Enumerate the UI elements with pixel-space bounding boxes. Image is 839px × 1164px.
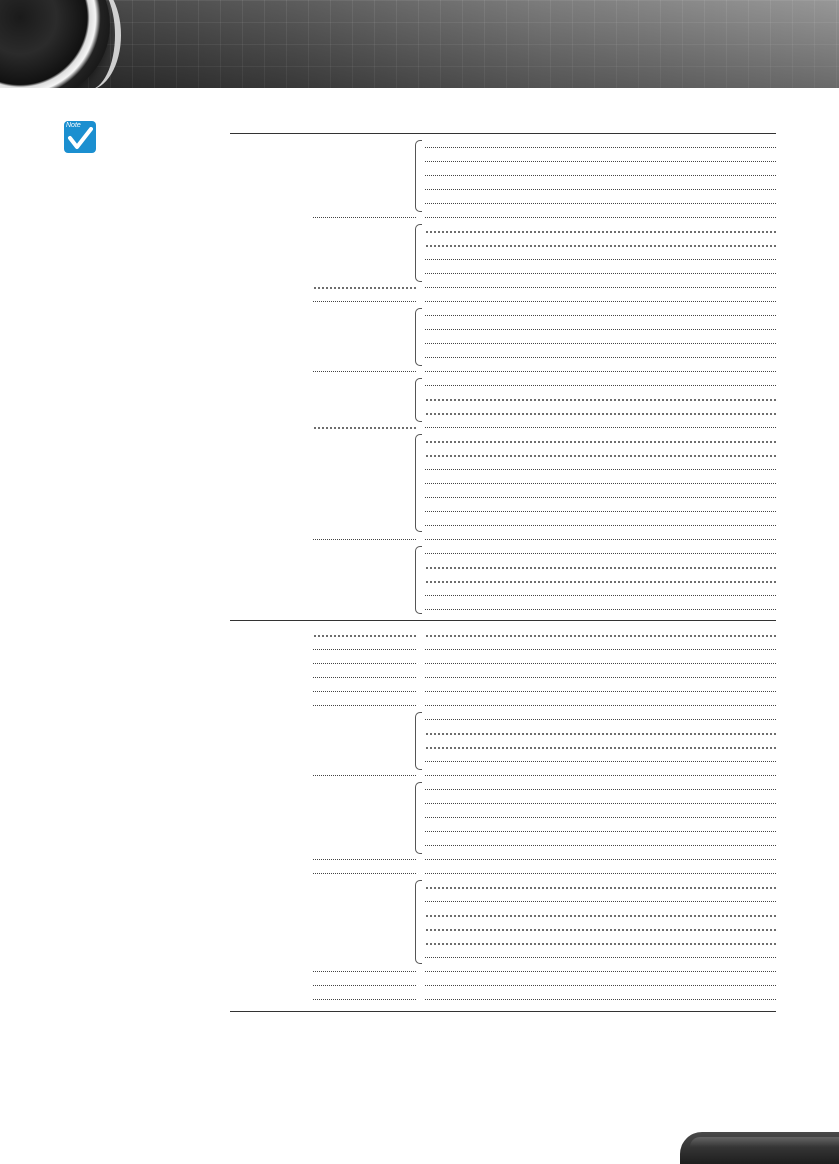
menu-row-line	[425, 427, 776, 428]
menu-row-line	[425, 887, 776, 890]
group-brace	[415, 434, 422, 532]
submenu-row-line	[313, 663, 416, 664]
menu-row-line	[425, 595, 776, 596]
submenu-row-line	[313, 301, 416, 302]
menu-row-line	[425, 901, 776, 902]
menu-row-line	[425, 301, 776, 302]
menu-row-line	[425, 915, 776, 918]
menu-row-line	[425, 497, 776, 498]
menu-row-line	[425, 357, 776, 358]
submenu-row-line	[313, 539, 416, 540]
submenu-row-line	[313, 677, 416, 678]
menu-row-line	[425, 719, 776, 720]
menu-row-line	[425, 649, 776, 650]
menu-row-line	[425, 553, 776, 554]
menu-row-line	[425, 441, 776, 444]
submenu-row-line	[313, 649, 416, 650]
menu-row-line	[425, 705, 776, 706]
menu-row-line	[425, 525, 776, 526]
menu-row-line	[425, 677, 776, 678]
menu-row-line	[425, 245, 776, 248]
submenu-row-line	[313, 971, 416, 972]
menu-row-line	[425, 371, 776, 372]
menu-row-line	[425, 455, 776, 458]
menu-row-line	[425, 789, 776, 790]
menu-row-line	[425, 399, 776, 402]
menu-row-line	[425, 831, 776, 832]
menu-row-line	[425, 413, 776, 416]
menu-row-line	[425, 957, 776, 958]
menu-row-line	[425, 273, 776, 274]
menu-row-line	[425, 343, 776, 344]
group-brace	[415, 140, 422, 212]
menu-row-line	[425, 943, 776, 946]
header-shading	[0, 0, 839, 90]
page-number-tab	[680, 1132, 839, 1164]
menu-row-line	[425, 635, 776, 638]
menu-row-line	[425, 231, 776, 234]
submenu-row-line	[313, 985, 416, 986]
menu-row-line	[425, 929, 776, 932]
note-icon-label: Note	[66, 122, 81, 129]
menu-row-line	[425, 733, 776, 736]
group-brace	[415, 546, 422, 614]
menu-row-line	[425, 567, 776, 570]
submenu-row-line	[313, 691, 416, 692]
submenu-row-line	[313, 287, 416, 290]
submenu-row-line	[313, 217, 416, 218]
menu-row-line	[425, 287, 776, 288]
menu-row-line	[425, 985, 776, 986]
menu-row-line	[425, 971, 776, 972]
group-brace	[415, 880, 422, 964]
menu-row-line	[425, 483, 776, 484]
group-brace	[415, 224, 422, 282]
submenu-row-line	[313, 999, 416, 1000]
menu-row-line	[425, 817, 776, 818]
menu-row-line	[425, 539, 776, 540]
table-top-rule	[230, 133, 776, 134]
menu-row-line	[425, 999, 776, 1000]
menu-row-line	[425, 747, 776, 750]
menu-row-line	[425, 581, 776, 584]
table-bottom-rule	[230, 1011, 776, 1012]
submenu-row-line	[313, 427, 416, 430]
menu-row-line	[425, 761, 776, 762]
note-icon	[64, 121, 96, 153]
menu-row-line	[425, 609, 776, 610]
menu-row-line	[425, 511, 776, 512]
menu-row-line	[425, 175, 776, 176]
menu-row-line	[425, 217, 776, 218]
menu-row-line	[425, 315, 776, 316]
checkmark-icon	[67, 127, 93, 151]
menu-row-line	[425, 873, 776, 874]
menu-row-line	[425, 189, 776, 190]
group-brace	[415, 308, 422, 366]
group-brace	[415, 378, 422, 422]
header-banner	[0, 0, 839, 90]
section-divider-rule	[230, 620, 776, 621]
submenu-row-line	[313, 873, 416, 874]
group-brace	[415, 782, 422, 854]
header-rule	[0, 88, 839, 91]
menu-row-line	[425, 147, 776, 148]
menu-row-line	[425, 803, 776, 804]
menu-row-line	[425, 469, 776, 470]
menu-row-line	[425, 845, 776, 846]
menu-row-line	[425, 259, 776, 260]
submenu-row-line	[313, 635, 416, 638]
menu-row-line	[425, 859, 776, 860]
menu-row-line	[425, 775, 776, 776]
submenu-row-line	[313, 371, 416, 372]
submenu-row-line	[313, 705, 416, 706]
menu-row-line	[425, 663, 776, 664]
group-brace	[415, 712, 422, 770]
menu-row-line	[425, 203, 776, 204]
menu-row-line	[425, 329, 776, 330]
menu-row-line	[425, 385, 776, 386]
submenu-row-line	[313, 859, 416, 860]
submenu-row-line	[313, 775, 416, 776]
menu-row-line	[425, 691, 776, 692]
menu-row-line	[425, 161, 776, 162]
